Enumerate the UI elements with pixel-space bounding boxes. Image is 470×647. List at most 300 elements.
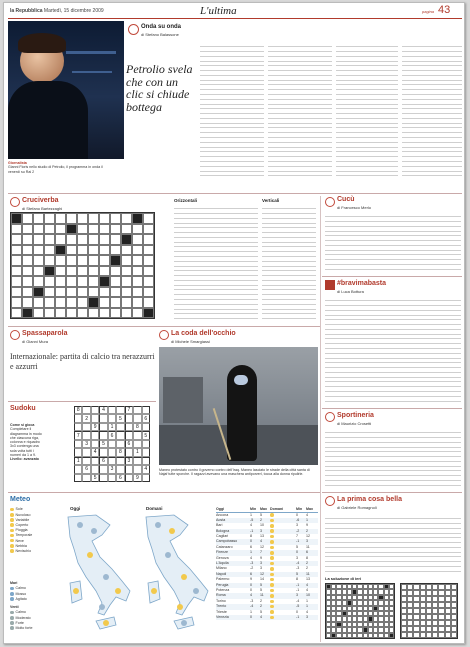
- temperature: -5: [250, 517, 254, 522]
- sudoku-cell[interactable]: [91, 431, 99, 439]
- text-line: [325, 242, 461, 246]
- sudoku-cell[interactable]: [74, 448, 82, 456]
- sudoku-given[interactable]: 6: [116, 474, 124, 482]
- sudoku-cell[interactable]: [116, 465, 124, 473]
- text-line: [268, 124, 332, 128]
- text-line: [200, 134, 264, 138]
- weather-icon: [270, 600, 274, 604]
- sportineria-text: [325, 429, 461, 486]
- grid-cell: [55, 234, 66, 245]
- weather-icon: [270, 605, 274, 609]
- text-line: [325, 477, 461, 481]
- grid-cell: [33, 276, 44, 287]
- article-col-2: [268, 43, 332, 177]
- text-line: [268, 86, 332, 90]
- text-line: [174, 267, 258, 271]
- temperature: -4: [250, 604, 254, 609]
- grid-cell: [110, 308, 121, 319]
- text-line: [402, 120, 462, 124]
- legend-label: Neve: [15, 538, 24, 543]
- sudoku-given[interactable]: 8: [116, 448, 124, 456]
- sudoku-cell[interactable]: [142, 440, 150, 448]
- text-line: [325, 458, 461, 462]
- sudoku-given[interactable]: 3: [82, 440, 90, 448]
- grid-cell: [121, 224, 132, 235]
- grid-cell: [99, 255, 110, 266]
- table-row: [216, 615, 318, 620]
- text-line: [268, 148, 332, 152]
- text-line: [200, 76, 264, 80]
- sudoku-cell[interactable]: [133, 457, 141, 465]
- text-line: [325, 307, 461, 311]
- photo-caption: [8, 161, 108, 174]
- temperature: 10: [306, 593, 310, 598]
- text-line: [262, 262, 316, 266]
- text-line: [268, 76, 332, 80]
- sudoku-cell[interactable]: [99, 423, 107, 431]
- sudoku-cell[interactable]: [99, 474, 107, 482]
- text-line: [200, 43, 264, 47]
- sudoku-cell[interactable]: [133, 406, 141, 414]
- sudoku-cell[interactable]: [82, 431, 90, 439]
- text-line: [402, 100, 462, 104]
- sudoku-cell[interactable]: [82, 423, 90, 431]
- text-line: [325, 383, 461, 387]
- mari-title: Mari: [10, 581, 18, 585]
- text-line: [336, 167, 398, 171]
- grid-cell: [143, 245, 154, 256]
- temperature: 12: [260, 571, 264, 576]
- sudoku-given[interactable]: 7: [74, 431, 82, 439]
- text-line: [200, 115, 264, 119]
- text-line: [325, 232, 461, 236]
- temperature: 1: [306, 598, 308, 603]
- sudoku-cell[interactable]: [91, 457, 99, 465]
- grid-cell: [121, 287, 132, 298]
- weather-icon: [270, 610, 274, 614]
- text-line: [200, 100, 264, 104]
- sudoku-cell[interactable]: [125, 431, 133, 439]
- text-line: [268, 105, 332, 109]
- weather-icon: [270, 519, 274, 523]
- grid-cell: [66, 255, 77, 266]
- temperature: -1: [296, 539, 300, 544]
- weather-icon: [270, 578, 274, 582]
- sudoku-cell[interactable]: [133, 465, 141, 473]
- text-line: [325, 335, 461, 339]
- text-line: [174, 301, 258, 305]
- text-line: [325, 525, 461, 529]
- sudoku-cell[interactable]: [142, 457, 150, 465]
- sudoku-grid[interactable]: [74, 406, 150, 482]
- sudoku-howto: [10, 423, 44, 462]
- prima-cosa-title: La prima cosa bella: [337, 496, 402, 503]
- text-line: [268, 53, 332, 57]
- grid-cell: [99, 276, 110, 287]
- text-line: [262, 234, 316, 238]
- grid-cell: [110, 224, 121, 235]
- text-line: [402, 81, 462, 85]
- text-line: [402, 86, 462, 90]
- text-line: [262, 296, 316, 300]
- sudoku-cell[interactable]: [116, 431, 124, 439]
- sudoku-cell[interactable]: [108, 414, 116, 422]
- bravimabasta-text: [325, 297, 461, 402]
- weather-icon: [270, 562, 274, 566]
- sudoku-given[interactable]: 5: [99, 440, 107, 448]
- text-line: [325, 340, 461, 344]
- temperature: 5: [296, 544, 298, 549]
- sudoku-cell[interactable]: [74, 474, 82, 482]
- legend-label: Forte: [15, 620, 24, 625]
- weather-icon: [270, 513, 274, 517]
- temperature: 1: [250, 550, 252, 555]
- grid-cell: [110, 245, 121, 256]
- legend-label: Temporale: [15, 533, 33, 538]
- sudoku-cell[interactable]: [108, 406, 116, 414]
- temperature: 7: [260, 550, 262, 555]
- sudoku-level: Livello: avanzato: [10, 457, 39, 462]
- legend-label: Calmo: [15, 586, 26, 591]
- weather-icon: [10, 587, 14, 591]
- grid-cell: [451, 632, 457, 638]
- weather-icon: [10, 518, 14, 522]
- text-line: [325, 388, 461, 392]
- temperature: 14: [260, 577, 264, 582]
- sudoku-cell[interactable]: [108, 457, 116, 465]
- text-line: [402, 167, 462, 171]
- temperature: 0: [296, 550, 298, 555]
- weather-icon: [270, 616, 274, 620]
- text-line: [325, 330, 461, 334]
- sudoku-cell[interactable]: [125, 465, 133, 473]
- grid-cell: [132, 245, 143, 256]
- text-line: [200, 48, 264, 52]
- table-header-cell: Oggi: [216, 507, 225, 511]
- sudoku-cell[interactable]: [116, 457, 124, 465]
- text-line: [402, 110, 462, 114]
- sudoku-given[interactable]: 1: [108, 423, 116, 431]
- orizzontali-clues: [174, 205, 258, 320]
- temperature: 2: [260, 598, 262, 603]
- presenter-hair: [18, 33, 66, 53]
- grid-cell: [110, 276, 121, 287]
- temperature: 0: [250, 614, 252, 619]
- sudoku-cell[interactable]: [108, 474, 116, 482]
- sudoku-given[interactable]: 6: [99, 457, 107, 465]
- sudoku-cell[interactable]: [99, 465, 107, 473]
- city-name: Napoli: [216, 571, 227, 576]
- weather-icon: [10, 539, 14, 543]
- text-line: [262, 305, 316, 309]
- sudoku-given[interactable]: 3: [108, 465, 116, 473]
- temperature: 2: [306, 528, 308, 533]
- text-line: [200, 81, 264, 85]
- sudoku-cell[interactable]: [142, 423, 150, 431]
- weather-icon: [270, 546, 274, 550]
- grid-cell: [121, 213, 132, 224]
- grid-cell: [99, 245, 110, 256]
- temperature: 6: [250, 544, 252, 549]
- legend-item: [10, 596, 52, 601]
- text-line: [262, 224, 316, 228]
- text-line: [174, 238, 258, 242]
- grid-cell: [11, 308, 22, 319]
- grid-cell: [77, 224, 88, 235]
- text-line: [325, 534, 461, 538]
- text-line: [200, 57, 264, 61]
- weather-icon: [10, 523, 14, 527]
- weather-icon: [10, 508, 14, 512]
- sudoku-given[interactable]: 1: [74, 457, 82, 465]
- table-header-cell: Domani: [270, 507, 284, 511]
- crossword-grid[interactable]: [10, 212, 155, 319]
- city-name: Perugia: [216, 582, 229, 587]
- weather-icon: [10, 534, 14, 538]
- sudoku-given[interactable]: 6: [82, 465, 90, 473]
- sudoku-given[interactable]: 4: [99, 406, 107, 414]
- weather-icon: [10, 597, 14, 601]
- sudoku-given[interactable]: 8: [74, 406, 82, 414]
- sudoku-cell[interactable]: [133, 431, 141, 439]
- sudoku-cell[interactable]: [116, 406, 124, 414]
- text-line: [262, 315, 316, 319]
- sudoku-given[interactable]: 7: [125, 406, 133, 414]
- table-header-cell: Min: [296, 507, 303, 511]
- grid-cell: [11, 224, 22, 235]
- grid-cell: [66, 308, 77, 319]
- sudoku-cell[interactable]: [91, 465, 99, 473]
- text-line: [268, 163, 332, 167]
- sudoku-cell[interactable]: [142, 448, 150, 456]
- grid-cell: [110, 266, 121, 277]
- sudoku-cell[interactable]: [133, 414, 141, 422]
- sudoku-cell[interactable]: [99, 414, 107, 422]
- sudoku-given[interactable]: 3: [125, 457, 133, 465]
- text-line: [402, 139, 462, 143]
- grid-cell: [88, 287, 99, 298]
- sudoku-cell[interactable]: [74, 440, 82, 448]
- grid-cell: [88, 245, 99, 256]
- text-line: [325, 350, 461, 354]
- sudoku-cell[interactable]: [142, 474, 150, 482]
- text-line: [336, 139, 398, 143]
- text-line: [262, 310, 316, 314]
- solution-crossword: [325, 583, 395, 639]
- text-line: [336, 62, 398, 66]
- text-line: [325, 529, 461, 533]
- sudoku-cell[interactable]: [142, 406, 150, 414]
- sudoku-cell[interactable]: [74, 423, 82, 431]
- prima-cosa-text: [325, 515, 461, 572]
- grid-cell: [99, 224, 110, 235]
- sudoku-cell[interactable]: [125, 414, 133, 422]
- sudoku-given[interactable]: 4: [91, 448, 99, 456]
- prima-cosa-byline: di Gabriele Romagnoli: [337, 505, 377, 510]
- grid-cell: [33, 297, 44, 308]
- text-line: [200, 124, 264, 128]
- grid-cell: [132, 297, 143, 308]
- text-line: [402, 76, 462, 80]
- sudoku-given[interactable]: 6: [142, 414, 150, 422]
- sudoku-given[interactable]: 1: [133, 448, 141, 456]
- sudoku-cell[interactable]: [74, 414, 82, 422]
- sudoku-cell[interactable]: [125, 448, 133, 456]
- temperature: 6: [306, 550, 308, 555]
- sudoku-cell[interactable]: [116, 423, 124, 431]
- sudoku-cell[interactable]: [82, 474, 90, 482]
- oggi-map-label: Oggi: [70, 506, 81, 511]
- sudoku-given[interactable]: 2: [82, 414, 90, 422]
- grid-cell: [66, 234, 77, 245]
- grid-cell: [66, 276, 77, 287]
- sudoku-given[interactable]: 5: [91, 474, 99, 482]
- grid-cell: [11, 266, 22, 277]
- grid-cell: [143, 213, 154, 224]
- sudoku-cell[interactable]: [91, 406, 99, 414]
- grid-cell: [77, 297, 88, 308]
- bravimabasta-title: #bravimabasta: [337, 280, 387, 287]
- grid-cell: [22, 255, 33, 266]
- legend-item: [10, 626, 52, 631]
- temperature: 0: [250, 587, 252, 592]
- sudoku-cell[interactable]: [116, 440, 124, 448]
- sudoku-given[interactable]: 9: [91, 423, 99, 431]
- text-line: [402, 96, 462, 100]
- text-line: [402, 105, 462, 109]
- text-line: [174, 229, 258, 233]
- sudoku-cell[interactable]: [82, 457, 90, 465]
- text-line: [325, 251, 461, 255]
- sportineria-icon: [325, 412, 335, 422]
- text-line: [268, 48, 332, 52]
- sudoku-cell[interactable]: [82, 448, 90, 456]
- weather-icon: [270, 535, 274, 539]
- caption-text: Gianni Floris nello studio di Petrolio, il programma in onda il venerdì su Rai 2: [8, 165, 103, 174]
- text-line: [262, 229, 316, 233]
- sudoku-cell[interactable]: [82, 406, 90, 414]
- temperature: 6: [250, 571, 252, 576]
- temperature: -1: [296, 582, 300, 587]
- grid-cell: [55, 245, 66, 256]
- text-line: [325, 558, 461, 562]
- weather-icon: [270, 556, 274, 560]
- text-line: [262, 282, 316, 286]
- grid-cell: [77, 255, 88, 266]
- grid-cell: [44, 297, 55, 308]
- sudoku-cell[interactable]: [125, 474, 133, 482]
- temperature: 4: [250, 593, 252, 598]
- temperature: 4: [306, 582, 308, 587]
- sudoku-cell[interactable]: [74, 465, 82, 473]
- sudoku-cell[interactable]: [108, 440, 116, 448]
- text-line: [200, 53, 264, 57]
- sudoku-cell[interactable]: [125, 423, 133, 431]
- temperature: 2: [306, 561, 308, 566]
- sudoku-given[interactable]: 8: [133, 423, 141, 431]
- sudoku-cell[interactable]: [91, 414, 99, 422]
- text-line: [262, 258, 316, 262]
- text-line: [402, 163, 462, 167]
- sudoku-cell[interactable]: [99, 448, 107, 456]
- grid-cell: [99, 297, 110, 308]
- text-line: [268, 67, 332, 71]
- sudoku-cell[interactable]: [91, 440, 99, 448]
- text-line: [268, 57, 332, 61]
- text-line: [174, 291, 258, 295]
- weather-icon: [270, 524, 274, 528]
- sudoku-cell[interactable]: [133, 440, 141, 448]
- text-line: [200, 96, 264, 100]
- venti-legend: [10, 610, 52, 631]
- sudoku-given[interactable]: 4: [142, 465, 150, 473]
- text-line: [325, 246, 461, 250]
- sudoku-given[interactable]: 5: [116, 414, 124, 422]
- text-line: [325, 462, 461, 466]
- coda-byline: di Michele Smargiassi: [171, 339, 210, 344]
- text-line: [325, 429, 461, 433]
- coda-caption: Maneo protestato contro il governo contro dell'Iraq. Maneo lasciato le strade della città santa di Najaf tutte sporche. Il ragazzi avevano una maschera antiporverl, tocca alla donna ripulirle.: [159, 468, 310, 477]
- cucu-title: Cucù: [337, 196, 355, 203]
- page-number: 43: [438, 4, 451, 16]
- text-line: [325, 364, 461, 368]
- text-line: [174, 215, 258, 219]
- city-name: Catanzaro: [216, 544, 233, 549]
- temperature: -2: [296, 528, 300, 533]
- temperature: 11: [260, 593, 264, 598]
- sudoku-given[interactable]: 6: [108, 431, 116, 439]
- grid-cell: [33, 213, 44, 224]
- text-line: [268, 120, 332, 124]
- text-line: [174, 282, 258, 286]
- city-name: Firenze: [216, 550, 228, 555]
- grid-cell: [55, 287, 66, 298]
- cucu-byline: di Francesco Merlo: [337, 205, 372, 210]
- grid-cell: [132, 224, 143, 235]
- verticali-clues: [262, 205, 316, 320]
- grid-cell: [11, 213, 22, 224]
- text-line: [268, 43, 332, 47]
- text-line: [268, 153, 332, 157]
- sudoku-given[interactable]: 6: [125, 440, 133, 448]
- grid-cell: [33, 266, 44, 277]
- sudoku-given[interactable]: 9: [133, 474, 141, 482]
- text-line: [262, 267, 316, 271]
- sudoku-title: Sudoku: [10, 405, 36, 412]
- grid-cell: [121, 234, 132, 245]
- temperature: 11: [306, 544, 310, 549]
- grid-cell: [77, 213, 88, 224]
- text-line: [336, 158, 398, 162]
- sudoku-given[interactable]: 5: [142, 431, 150, 439]
- temperature: 3: [260, 561, 262, 566]
- grid-cell: [143, 297, 154, 308]
- weather-icon: [10, 616, 14, 620]
- sudoku-cell[interactable]: [99, 431, 107, 439]
- text-line: [174, 210, 258, 214]
- temperature: -4: [296, 598, 300, 603]
- sudoku-cell[interactable]: [108, 448, 116, 456]
- cruciverba-byline: di Stefano Bartezzaghi: [22, 206, 63, 211]
- legend-label: Molto forte: [15, 626, 33, 630]
- grid-cell: [110, 287, 121, 298]
- text-line: [325, 223, 461, 227]
- grid-cell: [143, 308, 154, 319]
- grid-cell: [22, 308, 33, 319]
- grid-cell: [110, 297, 121, 308]
- text-line: [200, 67, 264, 71]
- grid-cell: [143, 266, 154, 277]
